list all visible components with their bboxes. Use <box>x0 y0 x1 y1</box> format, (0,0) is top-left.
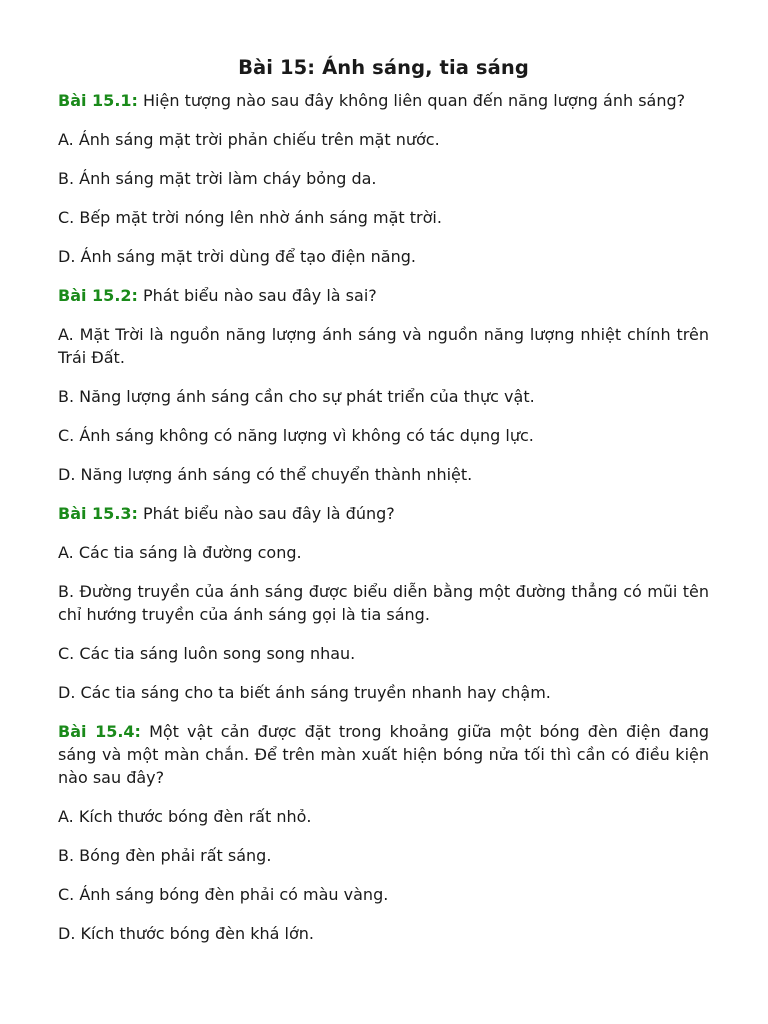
option-d: D. Kích thước bóng đèn khá lớn. <box>58 924 314 943</box>
question-text: Một vật cản được đặt trong khoảng giữa một bóng đèn điện đang sáng và một màn chắn. Để trên màn xuất hiện bóng nửa tối thì cần có điều kiện nào sau đây? <box>58 722 710 787</box>
option-b: B. Ánh sáng mặt trời làm cháy bỏng da. <box>58 169 377 188</box>
question-text: Phát biểu nào sau đây là sai? <box>143 286 377 305</box>
option-b: B. Năng lượng ánh sáng cần cho sự phát triển của thực vật. <box>58 387 535 406</box>
question-text: Phát biểu nào sau đây là đúng? <box>143 504 395 523</box>
question-label: Bài 15.3: <box>58 504 138 523</box>
option-a: A. Mặt Trời là nguồn năng lượng ánh sáng và nguồn năng lượng nhiệt chính trên Trái Đất. <box>58 325 709 367</box>
option-b: B. Bóng đèn phải rất sáng. <box>58 846 272 865</box>
question-15-3 <box>58 502 709 525</box>
option-b: B. Đường truyền của ánh sáng được biểu diễn bằng một đường thẳng có mũi tên chỉ hướng truyền của ánh sáng gọi là tia sáng. <box>58 582 709 624</box>
question-block <box>58 502 709 704</box>
question-block <box>58 284 709 486</box>
option-c: C. Các tia sáng luôn song song nhau. <box>58 644 356 663</box>
option-a: A. Ánh sáng mặt trời phản chiếu trên mặt nước. <box>58 130 440 149</box>
option-c: C. Ánh sáng bóng đèn phải có màu vàng. <box>58 885 389 904</box>
question-label: Bài 15.1: <box>58 91 138 110</box>
option-c: C. Ánh sáng không có năng lượng vì không có tác dụng lực. <box>58 426 534 445</box>
question-15-4 <box>58 720 709 789</box>
question-label: Bài 15.2: <box>58 286 138 305</box>
option-c: C. Bếp mặt trời nóng lên nhờ ánh sáng mặt trời. <box>58 208 442 227</box>
question-block <box>58 720 709 945</box>
question-text: Hiện tượng nào sau đây không liên quan đến năng lượng ánh sáng? <box>143 91 686 110</box>
option-d: D. Năng lượng ánh sáng có thể chuyển thành nhiệt. <box>58 465 473 484</box>
option-d: D. Ánh sáng mặt trời dùng để tạo điện năng. <box>58 247 416 266</box>
question-15-1 <box>58 89 709 112</box>
option-a: A. Kích thước bóng đèn rất nhỏ. <box>58 807 312 826</box>
option-d: D. Các tia sáng cho ta biết ánh sáng truyền nhanh hay chậm. <box>58 683 551 702</box>
page-title: Bài 15: Ánh sáng, tia sáng <box>238 56 529 79</box>
question-block <box>58 89 709 268</box>
option-a: A. Các tia sáng là đường cong. <box>58 543 302 562</box>
question-label: Bài 15.4: <box>58 722 141 741</box>
question-15-2 <box>58 284 709 307</box>
